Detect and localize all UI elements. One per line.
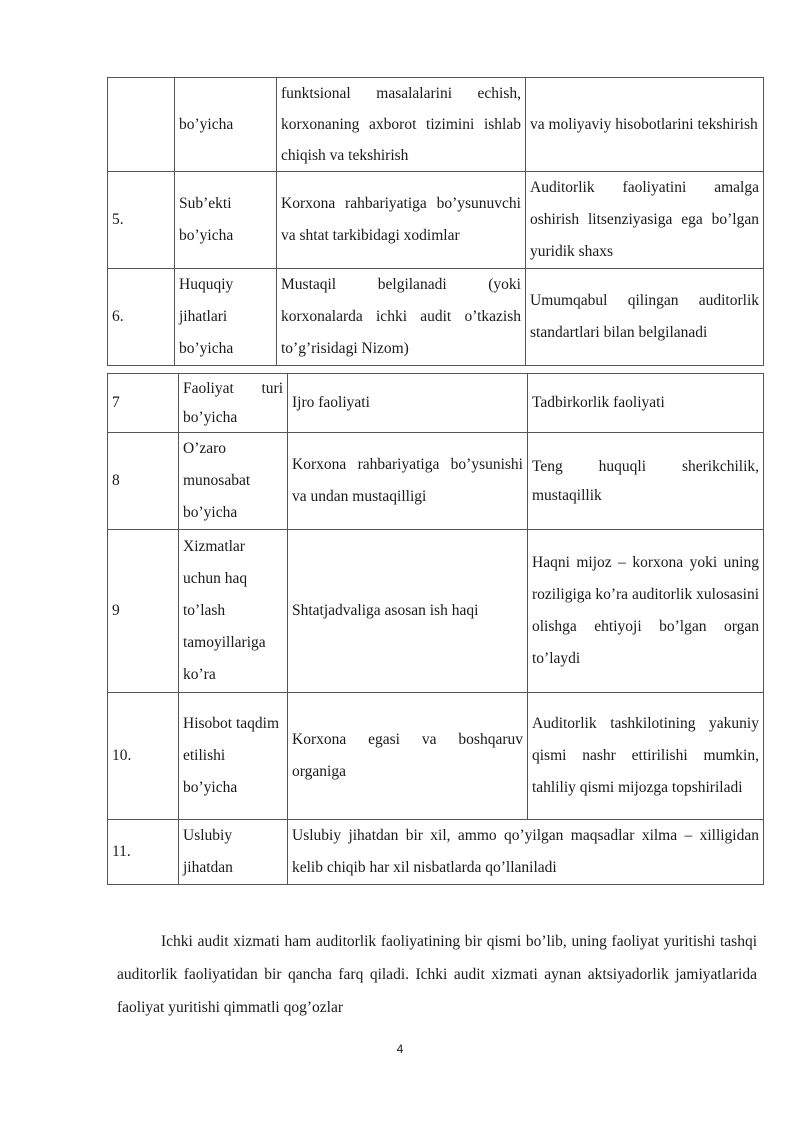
row-criterion: Xizmatlar uchun haq to’lash tamoyillariga ko’ra — [179, 530, 288, 693]
internal-audit-cell: funktsional masalalarini echish, korxonaning axborot tizimini ishlab chiqish va tekshirish — [277, 78, 526, 172]
table-row — [108, 433, 764, 530]
external-audit-cell: Umumqabul qilingan auditorlik standartlari bilan belgilanadi — [526, 269, 764, 366]
table-row — [108, 693, 764, 820]
row-number: 9 — [108, 530, 179, 693]
internal-audit-cell: Shtatjadvaliga asosan ish haqi — [288, 530, 528, 693]
table-row — [108, 374, 764, 433]
row-criterion: Hisobot taqdim etilishi bo’yicha — [179, 693, 288, 820]
internal-audit-cell: Korxona rahbariyatiga bo’ysunuvchi va shtat tarkibidagi xodimlar — [277, 172, 526, 269]
table-row — [108, 269, 764, 366]
row-criterion: bo’yicha — [175, 78, 277, 172]
row-number: 5. — [108, 172, 175, 269]
table-row — [108, 530, 764, 693]
row-number: 8 — [108, 433, 179, 530]
row-criterion: Faoliyat turi bo’yicha — [179, 374, 288, 433]
table-row — [108, 78, 764, 172]
internal-audit-cell: Korxona egasi va boshqaruv organiga — [288, 693, 528, 820]
internal-audit-cell: Ijro faoliyati — [288, 374, 528, 433]
external-audit-cell: Tadbirkorlik faoliyati — [528, 374, 764, 433]
table-row — [108, 820, 764, 885]
external-audit-cell: va moliyaviy hisobotlarini tekshirish — [526, 78, 764, 172]
row-number — [108, 78, 175, 172]
row-number: 6. — [108, 269, 175, 366]
row-criterion: Uslubiy jihatdan — [179, 820, 288, 885]
comparison-table-part-2 — [107, 373, 764, 885]
body-paragraph: Ichki audit xizmati ham auditorlik faoliyatining bir qismi bo’lib, uning faoliyat yuritishi tashqi auditorlik faoliyatidan bir qancha farq qiladi. Ichki audit xizmati aynan aktsiyadorlik jamiyatlarida faoliyat yuritishi qimmatli qog’ozlar — [117, 933, 757, 1016]
internal-audit-cell: Korxona rahbariyatiga bo’ysunishi va undan mustaqilligi — [288, 433, 528, 530]
merged-cell: Uslubiy jihatdan bir xil, ammo qo’yilgan maqsadlar xilma – xilligidan kelib chiqib har xil nisbatlarda qo’llaniladi — [288, 820, 764, 885]
row-number: 10. — [108, 693, 179, 820]
page-number: 4 — [396, 1042, 404, 1056]
internal-audit-cell: Mustaqil belgilanadi (yoki korxonalarda ichki audit o’tkazish to’g’risidagi Nizom) — [277, 269, 526, 366]
row-criterion: Sub’ekti bo’yicha — [175, 172, 277, 269]
comparison-table-part-1 — [107, 77, 764, 366]
external-audit-cell: Haqni mijoz – korxona yoki uning roziligiga ko’ra auditorlik xulosasini olishga ehtiyoji bo’lgan organ to’laydi — [528, 530, 764, 693]
external-audit-cell: Auditorlik tashkilotining yakuniy qismi nashr ettirilishi mumkin, tahliliy qismi mijozga topshiriladi — [528, 693, 764, 820]
table-row — [108, 172, 764, 269]
external-audit-cell: Auditorlik faoliyatini amalga oshirish litsenziyasiga ega bo’lgan yuridik shaxs — [526, 172, 764, 269]
row-number: 7 — [108, 374, 179, 433]
row-number: 11. — [108, 820, 179, 885]
row-criterion: O’zaro munosabat bo’yicha — [179, 433, 288, 530]
external-audit-cell: Teng huquqli sherikchilik, mustaqillik — [528, 433, 764, 530]
row-criterion: Huquqiy jihatlari bo’yicha — [175, 269, 277, 366]
